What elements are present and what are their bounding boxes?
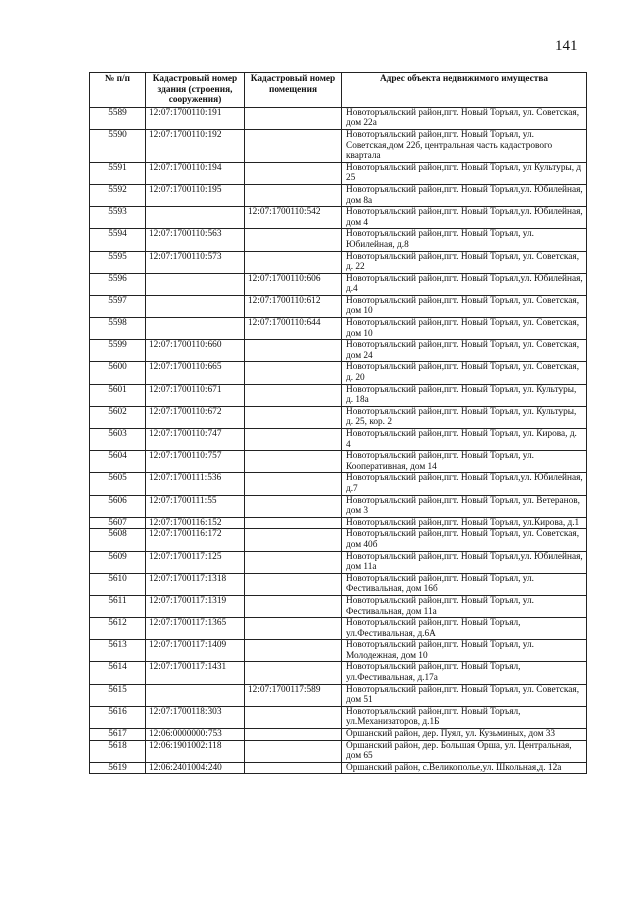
table-body	[90, 107, 587, 774]
building-cadastral-cell: 12:07:1700110:671	[146, 384, 245, 406]
table-row	[90, 318, 587, 340]
building-cadastral-cell	[146, 273, 245, 295]
building-cadastral-cell: 12:07:1700116:172	[146, 529, 245, 551]
header-building-cadastral: Кадастровый номер здания (строения, сооружения)	[146, 73, 245, 108]
premises-cadastral-cell: 12:07:1700110:644	[245, 318, 342, 340]
table-row	[90, 295, 587, 317]
building-cadastral-cell: 12:07:1700117:1431	[146, 662, 245, 684]
building-cadastral-cell: 12:07:1700117:1318	[146, 573, 245, 595]
building-cadastral-cell: 12:07:1700110:757	[146, 451, 245, 473]
row-number-cell: 5590	[90, 129, 146, 162]
table-header-row	[90, 73, 587, 108]
registry-table	[89, 72, 587, 774]
premises-cadastral-cell	[245, 595, 342, 617]
table-row	[90, 573, 587, 595]
premises-cadastral-cell	[245, 184, 342, 206]
address-cell: Новоторъяльский район,пгт. Новый Торъял, ул. Фестивальная, дом 16б	[342, 573, 587, 595]
premises-cadastral-cell	[245, 551, 342, 573]
header-address: Адрес объекта недвижимого имущества	[342, 73, 587, 108]
building-cadastral-cell: 12:07:1700110:191	[146, 107, 245, 129]
row-number-cell: 5594	[90, 229, 146, 251]
building-cadastral-cell: 12:07:1700116:152	[146, 517, 245, 529]
table-row	[90, 340, 587, 362]
page-number: 141	[555, 38, 578, 54]
address-cell: Новоторъяльский район,пгт. Новый Торъял,ул. Юбилейная, д.4	[342, 273, 587, 295]
table-row	[90, 362, 587, 384]
row-number-cell: 5602	[90, 406, 146, 428]
premises-cadastral-cell	[245, 406, 342, 428]
address-cell: Новоторъяльский район,пгт. Новый Торъял, ул. Советская, д. 22	[342, 251, 587, 273]
premises-cadastral-cell	[245, 162, 342, 184]
row-number-cell: 5605	[90, 473, 146, 495]
table-row	[90, 618, 587, 640]
row-number-cell: 5596	[90, 273, 146, 295]
premises-cadastral-cell	[245, 451, 342, 473]
table-row	[90, 107, 587, 129]
address-cell: Новоторъяльский район,пгт. Новый Торъял, ул Культуры, д 25	[342, 162, 587, 184]
row-number-cell: 5606	[90, 495, 146, 517]
row-number-cell: 5604	[90, 451, 146, 473]
table-row	[90, 495, 587, 517]
table-row	[90, 595, 587, 617]
building-cadastral-cell: 12:07:1700110:573	[146, 251, 245, 273]
address-cell: Новоторъяльский район,пгт. Новый Торъял, ул. Ветеранов, дом 3	[342, 495, 587, 517]
address-cell: Новоторъяльский район,пгт. Новый Торъял,ул. Юбилейная, д.7	[342, 473, 587, 495]
building-cadastral-cell: 12:07:1700110:665	[146, 362, 245, 384]
row-number-cell: 5595	[90, 251, 146, 273]
table-row	[90, 740, 587, 762]
building-cadastral-cell: 12:07:1700110:194	[146, 162, 245, 184]
row-number-cell: 5614	[90, 662, 146, 684]
building-cadastral-cell: 12:06:0000000:753	[146, 729, 245, 741]
header-number: № п/п	[90, 73, 146, 108]
address-cell: Новоторъяльский район,пгт. Новый Торъял, ул. Советская, дом 51	[342, 684, 587, 706]
row-number-cell: 5607	[90, 517, 146, 529]
building-cadastral-cell	[146, 207, 245, 229]
premises-cadastral-cell	[245, 107, 342, 129]
building-cadastral-cell: 12:07:1700110:672	[146, 406, 245, 428]
table-row	[90, 406, 587, 428]
row-number-cell: 5618	[90, 740, 146, 762]
address-cell: Новоторъяльский район,пгт. Новый Торъял, ул. Советская,дом 22б, центральная часть кадастрового квартала	[342, 129, 587, 162]
building-cadastral-cell: 12:07:1700117:125	[146, 551, 245, 573]
building-cadastral-cell	[146, 318, 245, 340]
row-number-cell: 5619	[90, 762, 146, 774]
premises-cadastral-cell	[245, 740, 342, 762]
table-row	[90, 429, 587, 451]
premises-cadastral-cell	[245, 729, 342, 741]
premises-cadastral-cell	[245, 529, 342, 551]
premises-cadastral-cell	[245, 618, 342, 640]
table-row	[90, 517, 587, 529]
building-cadastral-cell: 12:07:1700117:1409	[146, 640, 245, 662]
address-cell: Новоторъяльский район,пгт. Новый Торъял, ул. Советская, д. 20	[342, 362, 587, 384]
premises-cadastral-cell	[245, 129, 342, 162]
table-row	[90, 384, 587, 406]
premises-cadastral-cell	[245, 573, 342, 595]
row-number-cell: 5609	[90, 551, 146, 573]
premises-cadastral-cell	[245, 384, 342, 406]
address-cell: Новоторъяльский район,пгт. Новый Торъял, ул. Советская, дом 40б	[342, 529, 587, 551]
address-cell: Новоторъяльский район,пгт. Новый Торъял, ул. Кирова, д. 4	[342, 429, 587, 451]
premises-cadastral-cell	[245, 706, 342, 728]
address-cell: Новоторъяльский район,пгт. Новый Торъял, ул.Фестивальная, д.17а	[342, 662, 587, 684]
table-row	[90, 162, 587, 184]
building-cadastral-cell: 12:07:1700117:1319	[146, 595, 245, 617]
table-row	[90, 662, 587, 684]
address-cell: Оршанский район, дер. Большая Орша, ул. Центральная, дом 65	[342, 740, 587, 762]
address-cell: Новоторъяльский район,пгт. Новый Торъял, ул.Фестивальная, д.6А	[342, 618, 587, 640]
table-row	[90, 251, 587, 273]
address-cell: Новоторъяльский район,пгт. Новый Торъял, ул. Кооперативная, дом 14	[342, 451, 587, 473]
building-cadastral-cell: 12:06:1901002:118	[146, 740, 245, 762]
address-cell: Новоторъяльский район,пгт. Новый Торъял,ул. Юбилейная, дом 4	[342, 207, 587, 229]
premises-cadastral-cell	[245, 229, 342, 251]
address-cell: Новоторъяльский район,пгт. Новый Торъял, ул. Юбилейная, д.8	[342, 229, 587, 251]
row-number-cell: 5589	[90, 107, 146, 129]
row-number-cell: 5612	[90, 618, 146, 640]
table-row	[90, 473, 587, 495]
building-cadastral-cell: 12:07:1700110:195	[146, 184, 245, 206]
address-cell: Новоторъяльский район,пгт. Новый Торъял,ул. Юбилейная, дом 11а	[342, 551, 587, 573]
address-cell: Новоторъяльский район,пгт. Новый Торъял, ул. Молодежная, дом 10	[342, 640, 587, 662]
premises-cadastral-cell	[245, 429, 342, 451]
row-number-cell: 5597	[90, 295, 146, 317]
row-number-cell: 5600	[90, 362, 146, 384]
table-row	[90, 684, 587, 706]
header-premises-cadastral: Кадастровый номер помещения	[245, 73, 342, 108]
row-number-cell: 5615	[90, 684, 146, 706]
row-number-cell: 5593	[90, 207, 146, 229]
building-cadastral-cell	[146, 684, 245, 706]
address-cell: Новоторъяльский район,пгт. Новый Торъял, ул. Советская, дом 10	[342, 295, 587, 317]
row-number-cell: 5591	[90, 162, 146, 184]
address-cell: Новоторъяльский район,пгт. Новый Торъял, ул. Советская, дом 24	[342, 340, 587, 362]
row-number-cell: 5610	[90, 573, 146, 595]
table-row	[90, 451, 587, 473]
building-cadastral-cell	[146, 295, 245, 317]
premises-cadastral-cell: 12:07:1700110:606	[245, 273, 342, 295]
premises-cadastral-cell	[245, 517, 342, 529]
building-cadastral-cell: 12:07:1700118:303	[146, 706, 245, 728]
table-row	[90, 551, 587, 573]
building-cadastral-cell: 12:07:1700110:563	[146, 229, 245, 251]
table-row	[90, 129, 587, 162]
address-cell: Оршанский район, дер. Пуял, ул. Кузьминых, дом 33	[342, 729, 587, 741]
premises-cadastral-cell: 12:07:1700110:612	[245, 295, 342, 317]
building-cadastral-cell: 12:06:2401004:240	[146, 762, 245, 774]
premises-cadastral-cell	[245, 662, 342, 684]
row-number-cell: 5598	[90, 318, 146, 340]
address-cell: Новоторъяльский район,пгт. Новый Торъял, ул.Кирова, д.1	[342, 517, 587, 529]
row-number-cell: 5617	[90, 729, 146, 741]
row-number-cell: 5601	[90, 384, 146, 406]
address-cell: Оршанский район, с.Великополье,ул. Школьная,д. 12а	[342, 762, 587, 774]
row-number-cell: 5592	[90, 184, 146, 206]
table-row	[90, 273, 587, 295]
row-number-cell: 5599	[90, 340, 146, 362]
address-cell: Новоторъяльский район,пгт. Новый Торъял, ул. Советская, дом 22а	[342, 107, 587, 129]
row-number-cell: 5608	[90, 529, 146, 551]
premises-cadastral-cell	[245, 495, 342, 517]
table-row	[90, 762, 587, 774]
address-cell: Новоторъяльский район,пгт. Новый Торъял, ул. Фестивальная, дом 11а	[342, 595, 587, 617]
address-cell: Новоторъяльский район,пгт. Новый Торъял,ул. Юбилейная, дом 8а	[342, 184, 587, 206]
address-cell: Новоторъяльский район,пгт. Новый Торъял, ул. Советская, дом 10	[342, 318, 587, 340]
address-cell: Новоторъяльский район,пгт. Новый Торъял, ул. Культуры, д. 25, кор. 2	[342, 406, 587, 428]
row-number-cell: 5616	[90, 706, 146, 728]
address-cell: Новоторъяльский район,пгт. Новый Торъял, ул. Культуры, д. 18а	[342, 384, 587, 406]
building-cadastral-cell: 12:07:1700110:660	[146, 340, 245, 362]
table-row	[90, 229, 587, 251]
building-cadastral-cell: 12:07:1700110:747	[146, 429, 245, 451]
address-cell: Новоторъяльский район,пгт. Новый Торъял, ул.Механизаторов, д.1Б	[342, 706, 587, 728]
building-cadastral-cell: 12:07:1700117:1365	[146, 618, 245, 640]
premises-cadastral-cell: 12:07:1700117:589	[245, 684, 342, 706]
table-row	[90, 640, 587, 662]
premises-cadastral-cell	[245, 362, 342, 384]
premises-cadastral-cell	[245, 640, 342, 662]
premises-cadastral-cell	[245, 473, 342, 495]
premises-cadastral-cell	[245, 251, 342, 273]
premises-cadastral-cell	[245, 762, 342, 774]
table-row	[90, 729, 587, 741]
building-cadastral-cell: 12:07:1700110:192	[146, 129, 245, 162]
building-cadastral-cell: 12:07:1700111:55	[146, 495, 245, 517]
building-cadastral-cell: 12:07:1700111:536	[146, 473, 245, 495]
row-number-cell: 5603	[90, 429, 146, 451]
premises-cadastral-cell: 12:07:1700110:542	[245, 207, 342, 229]
table-row	[90, 529, 587, 551]
table-row	[90, 184, 587, 206]
table-row	[90, 207, 587, 229]
table-row	[90, 706, 587, 728]
premises-cadastral-cell	[245, 340, 342, 362]
row-number-cell: 5611	[90, 595, 146, 617]
row-number-cell: 5613	[90, 640, 146, 662]
